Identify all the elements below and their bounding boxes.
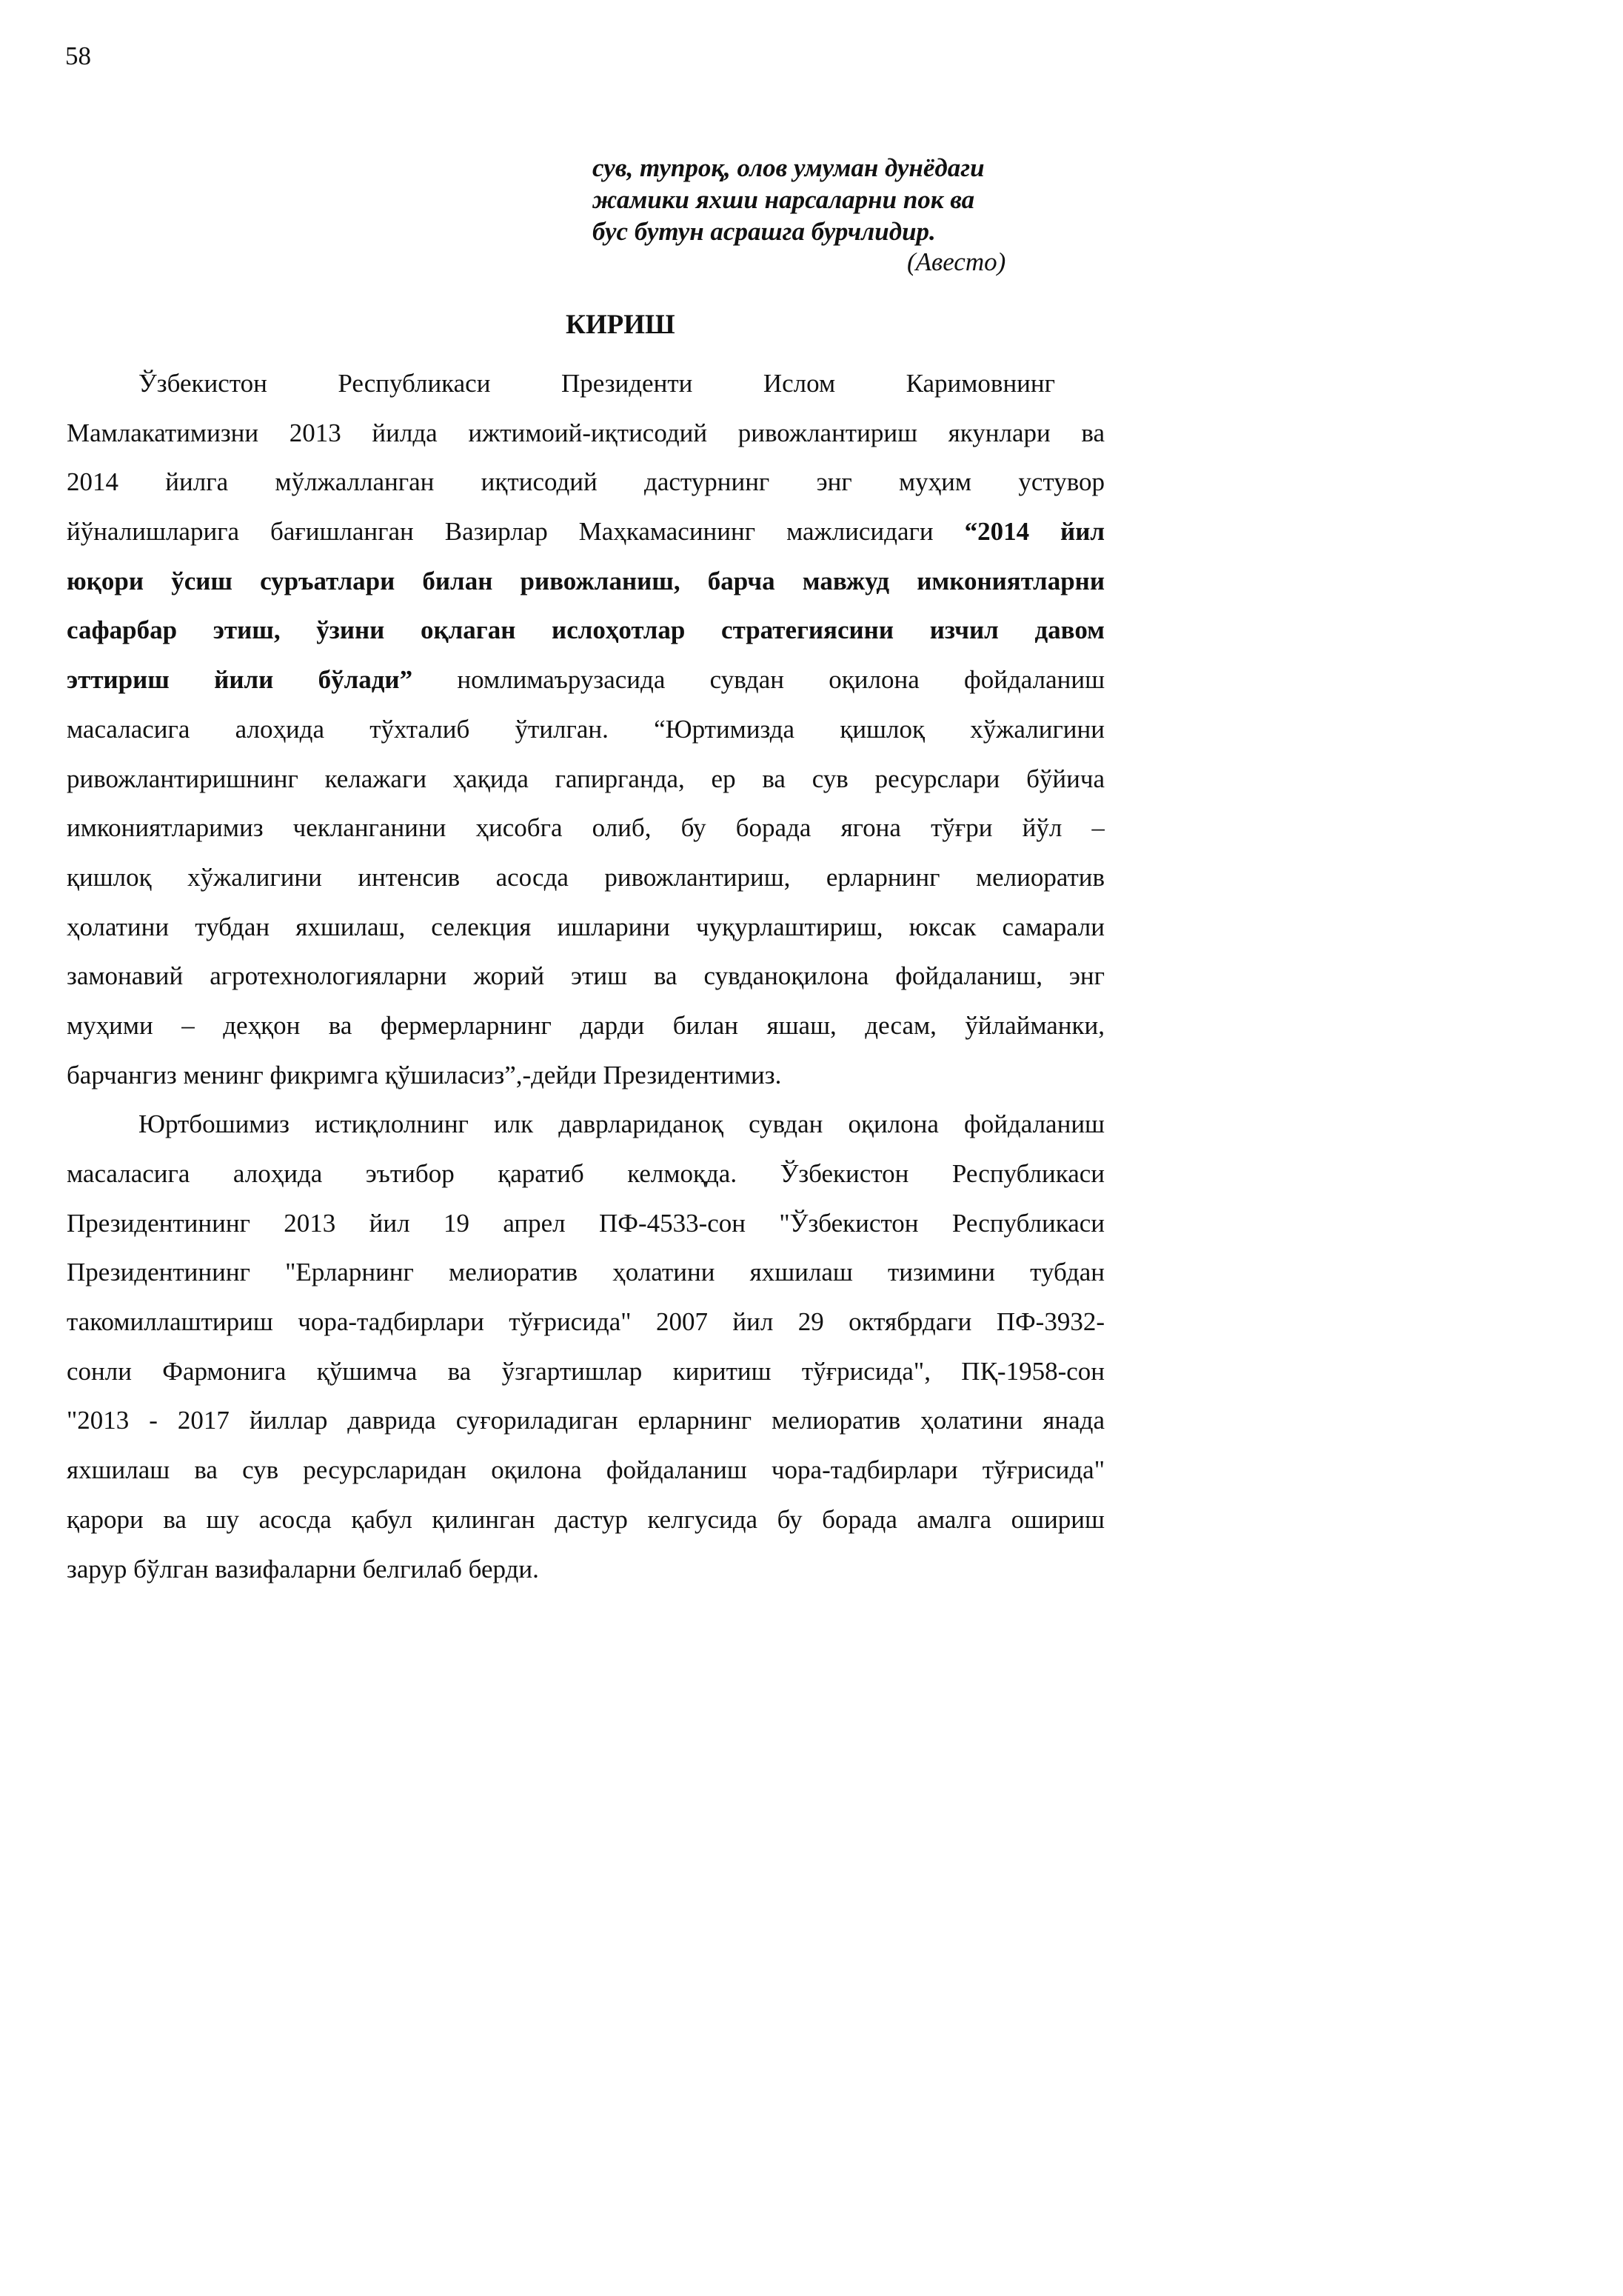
word: Ўзбекистон	[138, 369, 267, 398]
text-line: Президентининг 2013 йил 19 апрел ПФ-4533-сон "Ўзбекистон Республикаси	[67, 1208, 1105, 1238]
text-line: муҳими – деҳқон ва фермерларнинг дарди билан яшаш, десам, ўйлайманки,	[67, 1010, 1105, 1040]
epigraph-line: бус бутун асрашга бурчлидир.	[592, 217, 936, 246]
bold-text-run: эттириш йили бўлади”	[67, 665, 413, 695]
epigraph-line: жамики яхши нарсаларни пок ва	[592, 185, 975, 214]
text-line	[67, 655, 1105, 705]
body-text	[67, 359, 1105, 1594]
text-line: Юртбошимиз истиқлолнинг илк даврлариданоқ сувдан оқилона фойдаланиш	[138, 1109, 1105, 1139]
word: Президенти	[560, 369, 693, 398]
text-line: Мамлакатимизни 2013 йилда ижтимоий-иқтисодий ривожлантириш якунлари ва	[67, 418, 1105, 447]
word: Ислом	[763, 369, 836, 398]
word: Каримовнинг	[906, 369, 1055, 398]
text-line: 2014 йилга мўлжалланган иқтисодий дастурнинг энг муҳим устувор	[67, 467, 1105, 497]
text-line: масаласига алоҳида эътибор қаратиб келмоқда. Ўзбекистон Республикаси	[67, 1159, 1105, 1188]
epigraph	[592, 152, 1051, 277]
text-line: имкониятларимиз чекланганини ҳисобга олиб, бу борада ягона тўғри йўл –	[67, 813, 1105, 843]
text-line: масаласига алоҳида тўхталиб ўтилган. “Юртимизда қишлоқ хўжалигини	[67, 714, 1105, 744]
section-heading: КИРИШ	[566, 310, 675, 340]
text-line: ривожлантиришнинг келажаги ҳақида гапирганда, ер ва сув ресурслари бўйича	[67, 764, 1105, 793]
paragraph-2	[67, 1100, 1105, 1594]
bold-text-run: “2014 йил	[964, 517, 1105, 547]
text-line: зарур бўлган вазифаларни белгилаб берди.	[67, 1554, 539, 1583]
bold-text-run: юқори ўсиш суръатлари билан ривожланиш, барча мавжуд имкониятларни	[67, 566, 1105, 595]
text-line: қишлоқ хўжалигини интенсив асосда ривожлантириш, ерларнинг мелиоратив	[67, 862, 1105, 892]
text-line: "2013 - 2017 йиллар даврида суғориладиган ерларнинг мелиоратив ҳолатини янада	[67, 1406, 1105, 1435]
text-line	[67, 606, 1105, 655]
text-line: сонли Фармонига қўшимча ва ўзгартишлар киритиш тўғрисида", ПҚ-1958-сон	[67, 1356, 1105, 1386]
epigraph-source: (Авесто)	[907, 247, 1006, 276]
text-line: замонавий агротехнологияларни жорий этиш ва сувданоқилона фойдаланиш, энг	[67, 961, 1105, 991]
text-line: такомиллаштириш чора-тадбирлари тўғрисида" 2007 йил 29 октябрдаги ПФ-3932-	[67, 1307, 1105, 1337]
paragraph-1	[67, 359, 1105, 1100]
epigraph-line: сув, тупроқ, олов умуман дунёдаги	[592, 153, 985, 182]
text-line: барчангиз менинг фикримга қўшиласиз”,-дейди Президентимиз.	[67, 1060, 782, 1089]
text-line: Президентининг "Ерларнинг мелиоратив ҳолатини яхшилаш тизимини тубдан	[67, 1258, 1105, 1287]
page-number: 58	[65, 41, 91, 70]
text-line	[67, 507, 1105, 557]
text-line	[67, 359, 1105, 409]
bold-text-run: сафарбар этиш, ўзини оқлаган ислоҳотлар стратегиясини изчил давом	[67, 615, 1105, 645]
text-line: ҳолатини тубдан яхшилаш, селекция ишларини чуқурлаштириш, юксак самарали	[67, 912, 1105, 941]
text-run: йўналишларига бағишланган Вазирлар Маҳкамасининг мажлисидаги	[67, 517, 934, 547]
text-line	[67, 557, 1105, 607]
text-line: қарори ва шу асосда қабул қилинган дастур келгусида бу борада амалга ошириш	[67, 1504, 1105, 1534]
word: Республикаси	[338, 369, 491, 398]
text-run: номлимаърузасида сувдан оқилона фойдаланиш	[457, 665, 1105, 695]
text-line: яхшилаш ва сув ресурсларидан оқилона фойдаланиш чора-тадбирлари тўғрисида"	[67, 1455, 1105, 1485]
